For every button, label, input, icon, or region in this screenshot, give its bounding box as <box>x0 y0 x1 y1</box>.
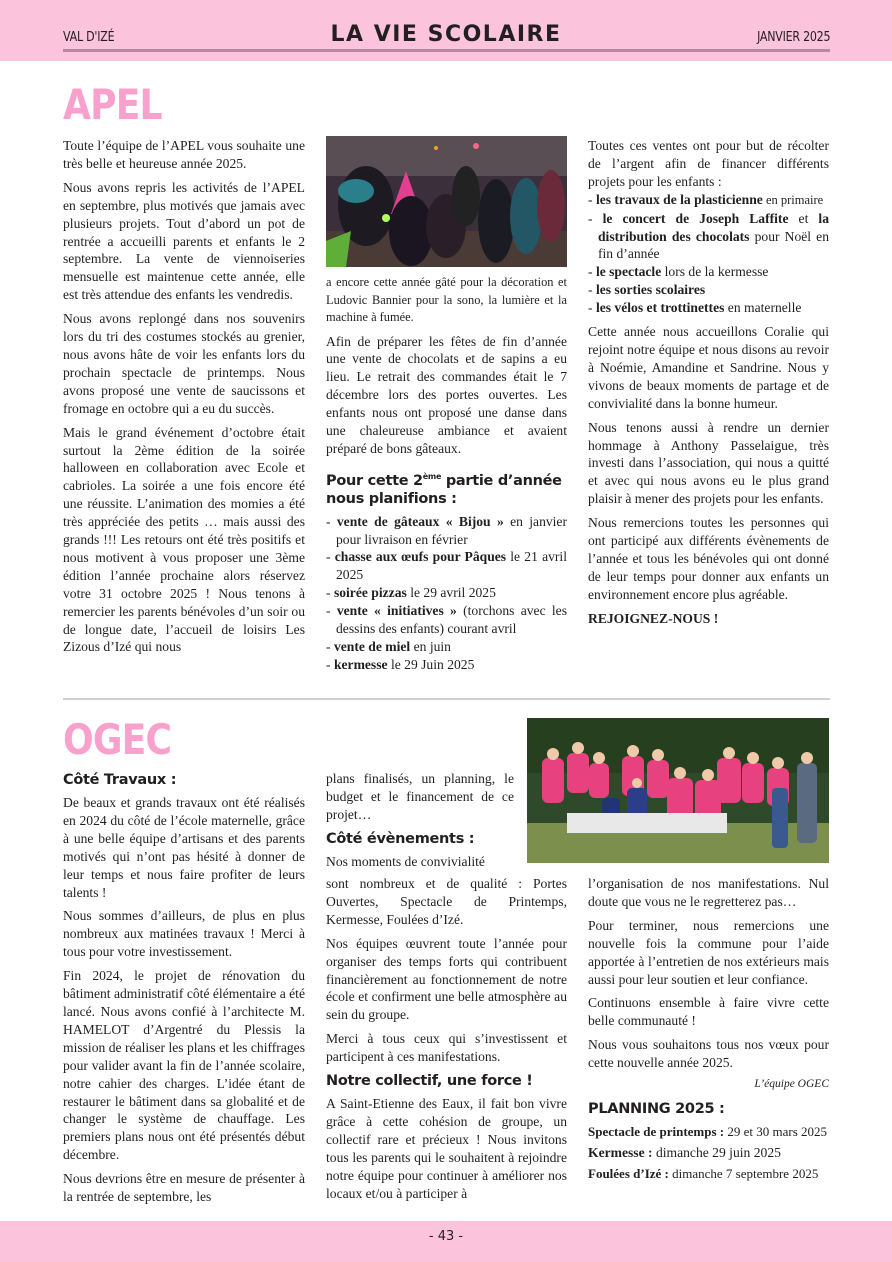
item-bold: la distribution des chocolats <box>598 210 829 244</box>
item-text: en janvier pour livraison en février <box>336 513 567 547</box>
apel-column-2 <box>326 274 567 680</box>
section-divider <box>63 698 830 700</box>
heading-text: partie d’année nous planifions : <box>326 472 562 507</box>
paragraph: Nous avons repris les activités de l’APEL en septembre, plus motivés que jamais avec plusieurs projets. Tout d’abord un pot de rentrée a accueilli parents et enfants le 2 septembre. La vente de viennoiseries mensuelle est maintenue cette année, elle est très attendue des enfants les vendredis. <box>63 179 305 303</box>
paragraph: Nos équipes œuvrent toute l’année pour organiser des temps forts qui contribuent financièrement au fonctionnement de notre école et confirment une belle atmosphère au sein du groupe. <box>326 935 567 1023</box>
paragraph: Nous tenons aussi à rendre un dernier hommage à Anthony Passelaigue, très investi dans l’association, qui nous a quitté et avec qui nous avons eu le plus grand plaisir à mener des projets pour les enfants. <box>588 419 829 507</box>
paragraph: Nous vous souhaitons tous nos vœux pour cette nouvelle année 2025. <box>588 1037 829 1071</box>
apel-halloween-photo <box>326 136 567 267</box>
planning-value: dimanche 7 septembre 2025 <box>668 1165 819 1181</box>
apel-title: APEL <box>63 80 162 129</box>
item-bold: soirée pizzas <box>333 585 407 601</box>
paragraph: Pour terminer, nous remercions une nouvelle fois la commune pour l’aide apportée à l’entretien de nos extérieurs mais aussi pour leur soutien et leur confiance. <box>588 917 829 987</box>
planning-item <box>588 1123 829 1141</box>
apel-column-1 <box>63 137 305 662</box>
ogec-column-3 <box>588 875 829 1186</box>
ogec-travaux-heading: Côté Travaux : <box>63 772 177 788</box>
item-bold: les sorties scolaires <box>595 282 706 298</box>
item-text: le 29 Juin 2025 <box>387 656 475 672</box>
header-date: JANVIER 2025 <box>756 29 830 45</box>
item-bold: vente de gâteaux « Bijou » <box>336 513 504 529</box>
paragraph: Mais le grand événement d’octobre était surtout la 2ème édition de la soirée halloween en collaboration avec Ecole et cabrioles. La soirée a une fois encore été une réussite. L’animation des momies a été très appréciée des petits … mais aussi des grands !!! Les retours ont été très positifs et nous motivent à vous proposer une 3ème édition l’année prochaine alors réservez votre 31 octobre 2025 ! Nous tenons à remercier les parents bénévoles d’un soir ou de longue date, l’accueil de loisirs Les Zizous d’Izé qui nous <box>63 424 305 655</box>
ogec-column-1 <box>63 771 305 1212</box>
apel-column-3 <box>588 137 829 634</box>
item-bold: vente « initiatives » <box>336 603 457 619</box>
group-photo-image <box>527 718 829 863</box>
header-rule <box>63 49 830 52</box>
apel-projects-list <box>588 191 829 317</box>
paragraph: Nous remercions toutes les personnes qui ont participé aux différents évènements de l’année et tous les bénévoles qui ont donné de leur temps pour donner aux enfants un environnement encore plus agréable. <box>588 515 829 602</box>
list-item <box>326 602 567 638</box>
list-item <box>326 548 567 584</box>
list-item <box>588 281 829 299</box>
ogec-planning-heading: PLANNING 2025 : <box>588 1100 725 1117</box>
paragraph: Nous avons replongé dans nos souvenirs lors du tri des costumes stockés au grenier, nous avons hâte de voir les enfants lors du prochain spectacle de printemps. Nous avons proposé une vente de saucissons et fromage en octobre qui a eu du succès. <box>63 311 305 416</box>
item-bold: les travaux de la plasticienne <box>595 191 763 207</box>
list-item <box>326 638 567 656</box>
paragraph: Toute l’équipe de l’APEL vous souhaite une très belle et heureuse année 2025. <box>63 138 305 171</box>
header-commune: VAL D'IZÉ <box>63 29 115 45</box>
apel-planning-heading <box>326 468 567 508</box>
planning-value: dimanche 29 juin 2025 <box>652 1144 781 1160</box>
ogec-signature: L’équipe OGEC <box>754 1078 829 1091</box>
apel-events-list <box>326 513 567 674</box>
ogec-column-2 <box>326 875 567 1209</box>
paragraph: Nous sommes d’ailleurs, de plus en plus nombreux aux matinées travaux ! Merci à tous pour votre investissement. <box>63 908 305 960</box>
item-text: (torchons avec les dessins des enfants) courant avril <box>336 603 567 637</box>
list-item <box>326 584 567 602</box>
item-text: pour Noël en fin d’année <box>598 228 829 262</box>
item-text: lors de la kermesse <box>661 264 769 280</box>
item-bold: le spectacle <box>595 264 662 280</box>
planning-label: Spectacle de printemps : <box>588 1123 725 1139</box>
ogec-title: OGEC <box>63 715 172 764</box>
paragraph: plans finalisés, un planning, le budget et le financement de ce projet… <box>326 771 514 822</box>
item-text: le 21 avril 2025 <box>336 549 567 583</box>
paragraph: A Saint-Etienne des Eaux, il fait bon vivre grâce à cette cohésion de groupe, un collectif rare et précieux ! Nous invitons tous les parents qui le souhaitent à rejoindre notre équipe pour continuer à améliorer nos locaux et/ou à participer à <box>326 1096 567 1201</box>
item-text: en juin <box>410 639 451 655</box>
header-title: LA VIE SCOLAIRE <box>330 22 562 47</box>
paragraph: De beaux et grands travaux ont été réalisés en 2024 du côté de l’école maternelle, grâce à une belle équipe d’artisans et des parents motivés qui n’ont pas hésité à donner de leur temps et nous faire profiter de leurs talents ! <box>63 795 305 900</box>
item-bold: le concert de Joseph Laffite <box>602 210 789 226</box>
item-bold: chasse aux œufs pour Pâques <box>334 549 507 565</box>
page-number: - 43 - <box>428 1229 464 1244</box>
item-text: en primaire <box>762 192 824 207</box>
item-text: et <box>788 210 819 226</box>
apel-call-to-action: REJOIGNEZ-NOUS ! <box>588 610 719 626</box>
list-item <box>588 299 829 317</box>
list-item <box>326 656 567 674</box>
paragraph: Afin de préparer les fêtes de fin d’année une vente de chocolats et de sapins a eu lieu. Le retrait des commandes était le 7 décembre lors des portes ouvertes. Les enfants nous ont proposé une danse dans une chaleureuse ambiance et avaient préparé de bons gâteaux. <box>326 333 567 456</box>
heading-text: Pour cette 2 <box>326 472 423 489</box>
paragraph: Cette année nous accueillons Coralie qui rejoint notre équipe et nous disons au revoir à Noémie, Amandine et Sandrine. Nous y vivons de beaux moments de partage et de convivialité dans la bonne humeur. <box>588 324 829 411</box>
ogec-collectif-heading: Notre collectif, une force ! <box>326 1073 533 1090</box>
paragraph: Nous devrions être en mesure de présenter à la rentrée de septembre, les <box>63 1171 305 1205</box>
item-bold: vente de miel <box>333 639 411 655</box>
list-item <box>588 210 829 264</box>
planning-label: Foulées d’Izé : <box>588 1165 669 1181</box>
planning-item <box>588 1165 829 1183</box>
ogec-column-2-top <box>326 770 514 871</box>
paragraph: l’organisation de nos manifestations. Nul doute que vous ne le regretterez pas… <box>588 876 829 909</box>
list-item <box>588 263 829 281</box>
list-item <box>326 513 567 549</box>
paragraph: Merci à tous ceux qui s’investissent et participent à ces manifestations. <box>326 1031 567 1065</box>
ogec-group-photo <box>527 718 829 863</box>
planning-label: Kermesse : <box>588 1144 653 1160</box>
item-bold: kermesse <box>333 656 388 672</box>
ogec-evenements-heading: Côté évènements : <box>326 830 475 847</box>
planning-value: 29 et 30 mars 2025 <box>724 1123 828 1139</box>
item-text: en maternelle <box>724 300 802 316</box>
item-text: le 29 avril 2025 <box>406 585 496 601</box>
paragraph: Continuons ensemble à faire vivre cette belle communauté ! <box>588 995 829 1029</box>
heading-superscript: ème <box>422 471 442 481</box>
paragraph: sont nombreux et de qualité : Portes Ouvertes, Spectacle de Printemps, Kermesse, Foulées d’Izé. <box>326 876 567 927</box>
paragraph: Fin 2024, le projet de rénovation du bâtiment administratif côté élémentaire a été lancé. Nous avons confié à l’architecte M. HAMELOT d’Argentré du Plessis la mission de réaliser les plans et les chiffrages pour valider avant la fin de l’année scolaire, notre cahier des charges. L’idée étant de restaurer le bâtiment dans sa globalité et de changer le système de chauffage. Les premiers plans nous ont été présentés début décembre. <box>63 968 305 1163</box>
list-item <box>588 191 829 210</box>
item-bold: les vélos et trottinettes <box>595 300 725 316</box>
paragraph: Nos moments de convivialité <box>326 853 485 869</box>
paragraph: a encore cette année gâté pour la décoration et Ludovic Bannier pour la sono, la lumière et la machine à fumée. <box>326 275 567 324</box>
planning-item <box>588 1144 829 1162</box>
halloween-photo-image <box>326 136 567 267</box>
paragraph: Toutes ces ventes ont pour but de récolter de l’argent afin de financer différents projets pour les enfants : <box>588 138 829 189</box>
